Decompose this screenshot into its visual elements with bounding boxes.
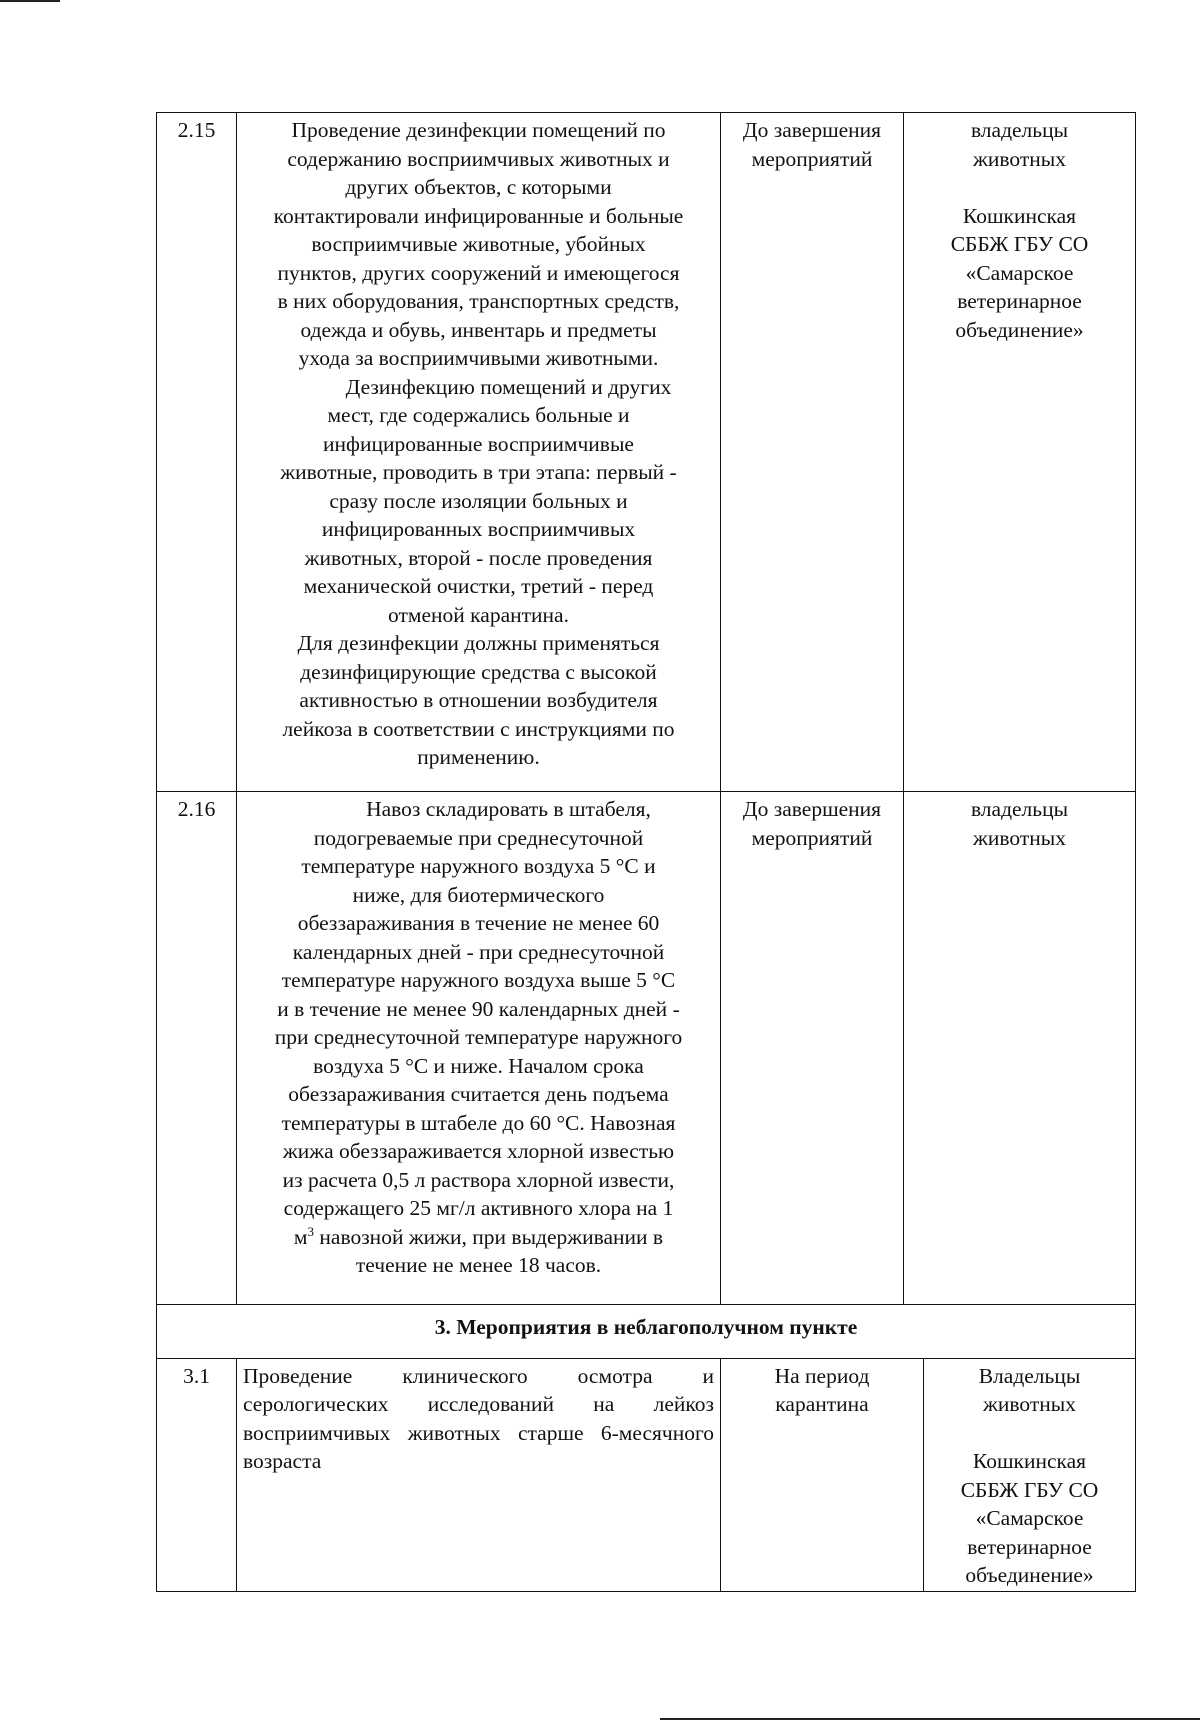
spacer [910, 173, 1129, 202]
text-line: восприимчивые животные, убойных [311, 232, 646, 256]
table-row [156, 113, 1136, 792]
deadline-line: мероприятий [751, 825, 873, 850]
section-title: 3. Мероприятия в неблагополучном пункте [156, 1305, 1136, 1358]
text-line: механической очистки, третий - перед [303, 574, 654, 598]
text-line: обеззараживания считается день подъема [288, 1082, 669, 1106]
responsible-line: СББЖ ГБУ СО [950, 232, 1089, 256]
text-line: инфицированные восприимчивые [323, 431, 634, 456]
responsible-cell [903, 113, 1136, 791]
row-number: 2.16 [156, 792, 236, 1304]
scan-edge-top [0, 0, 60, 2]
deadline-line: На период [774, 1363, 870, 1388]
text-line: животных, второй - после проведения [304, 545, 653, 570]
responsible-line: животных [983, 1392, 1076, 1416]
text-line: из расчета 0,5 л раствора хлорной извести, [282, 1167, 675, 1192]
responsible-line: Владельцы [978, 1363, 1081, 1388]
deadline-cell [720, 113, 903, 791]
table-row [156, 1359, 1136, 1592]
text-line: температуры в штабеле до 60 °С. Навозная [281, 1110, 676, 1135]
text-line: отменой карантина. [388, 602, 569, 627]
responsible-line: «Самарское [965, 260, 1074, 285]
text-line: ниже, для биотермического [352, 882, 605, 907]
responsible-line: животных [973, 146, 1066, 171]
text-line: Для дезинфекции должны применяться [297, 631, 660, 655]
responsible-line: животных [973, 825, 1066, 850]
text-line: содержащего 25 мг/л активного хлора на 1 [283, 1196, 674, 1220]
responsible-cell [923, 1359, 1136, 1591]
text-line: лейкоза в соответствии с инструкциями по [282, 716, 675, 741]
text-line: других объектов, с которыми [345, 175, 612, 199]
text-line: подогреваемые при среднесуточной [313, 825, 644, 850]
text-line: и в течение не менее 90 календарных дней - [277, 996, 680, 1021]
table-row [156, 792, 1136, 1305]
row-number: 2.15 [156, 113, 236, 791]
responsible-line: «Самарское [975, 1506, 1084, 1530]
responsible-line: СББЖ ГБУ СО [960, 1477, 1099, 1502]
text-line: Навоз складировать в штабеля, [366, 797, 651, 821]
text-line: Проведение дезинфекции помещений по [291, 118, 666, 142]
text-line: инфицированных восприимчивых [321, 517, 636, 541]
responsible-line: владельцы [970, 118, 1069, 142]
text-line: Дезинфекцию помещений и других [345, 374, 672, 399]
responsible-line: владельцы [970, 797, 1069, 821]
deadline-line: карантина [775, 1392, 869, 1416]
text-line: пунктов, других сооружений и имеющегося [277, 260, 680, 285]
text-line: при среднесуточной температуре наружного [274, 1025, 683, 1049]
unit-m: м [293, 1224, 308, 1249]
scan-edge-bottom [660, 1718, 1200, 1720]
spacer [930, 1419, 1129, 1448]
text-line: одежда и обувь, инвентарь и предметы [300, 317, 657, 342]
deadline-cell [720, 792, 903, 1304]
text-line: жижа обеззараживается хлорной известью [282, 1139, 675, 1163]
text-line: воздуха 5 °С и ниже. Началом срока [313, 1053, 644, 1078]
row-number: 3.1 [156, 1359, 236, 1591]
responsible-line: Кошкинская [972, 1449, 1087, 1473]
text-line: животные, проводить в три этапа: первый - [280, 460, 677, 484]
text-line: календарных дней - при среднесуточной [292, 939, 665, 964]
responsible-line: Кошкинская [962, 203, 1077, 228]
text-line: дезинфицирующие средства с высокой [300, 659, 657, 684]
responsible-line: ветеринарное [957, 289, 1082, 313]
unit-exponent: 3 [307, 1223, 315, 1239]
text-line: применению. [417, 745, 540, 769]
deadline-line: До завершения [742, 797, 882, 821]
text-line: обеззараживания в течение не менее 60 [297, 911, 660, 935]
measures-table [156, 112, 1136, 1592]
text-line [243, 1223, 714, 1252]
text-line: содержанию восприимчивых животных и [287, 146, 670, 171]
section-header-row [156, 1305, 1136, 1359]
text-line: температуре наружного воздуха выше 5 °С [281, 968, 676, 992]
deadline-cell [720, 1359, 923, 1591]
responsible-cell [903, 792, 1136, 1304]
deadline-line: мероприятий [751, 146, 873, 171]
measure-text [236, 113, 720, 791]
text-line: ухода за восприимчивыми животными. [298, 346, 659, 370]
deadline-line: До завершения [742, 118, 882, 142]
text-line: сразу после изоляции больных и [329, 488, 628, 513]
text-line: контактировали инфицированные и больные [273, 203, 684, 228]
text-line: активностью в отношении возбудителя [299, 688, 658, 712]
text-line: в них оборудования, транспортных средств, [277, 289, 680, 313]
text-line: течение не менее 18 часов. [355, 1253, 602, 1277]
measure-text: Проведение клинического осмотра и серологических исследований на лейкоз восприимчивых животных старше 6-месячного возраста [236, 1359, 720, 1591]
text-fragment: навозной жижи, при выдерживании в [314, 1224, 664, 1249]
responsible-line: объединение» [965, 1563, 1094, 1587]
text-line: температуре наружного воздуха 5 °С и [301, 854, 656, 878]
responsible-line: объединение» [955, 317, 1084, 342]
responsible-line: ветеринарное [967, 1534, 1092, 1559]
text-line: мест, где содержались больные и [327, 403, 630, 427]
measure-text [236, 792, 720, 1304]
